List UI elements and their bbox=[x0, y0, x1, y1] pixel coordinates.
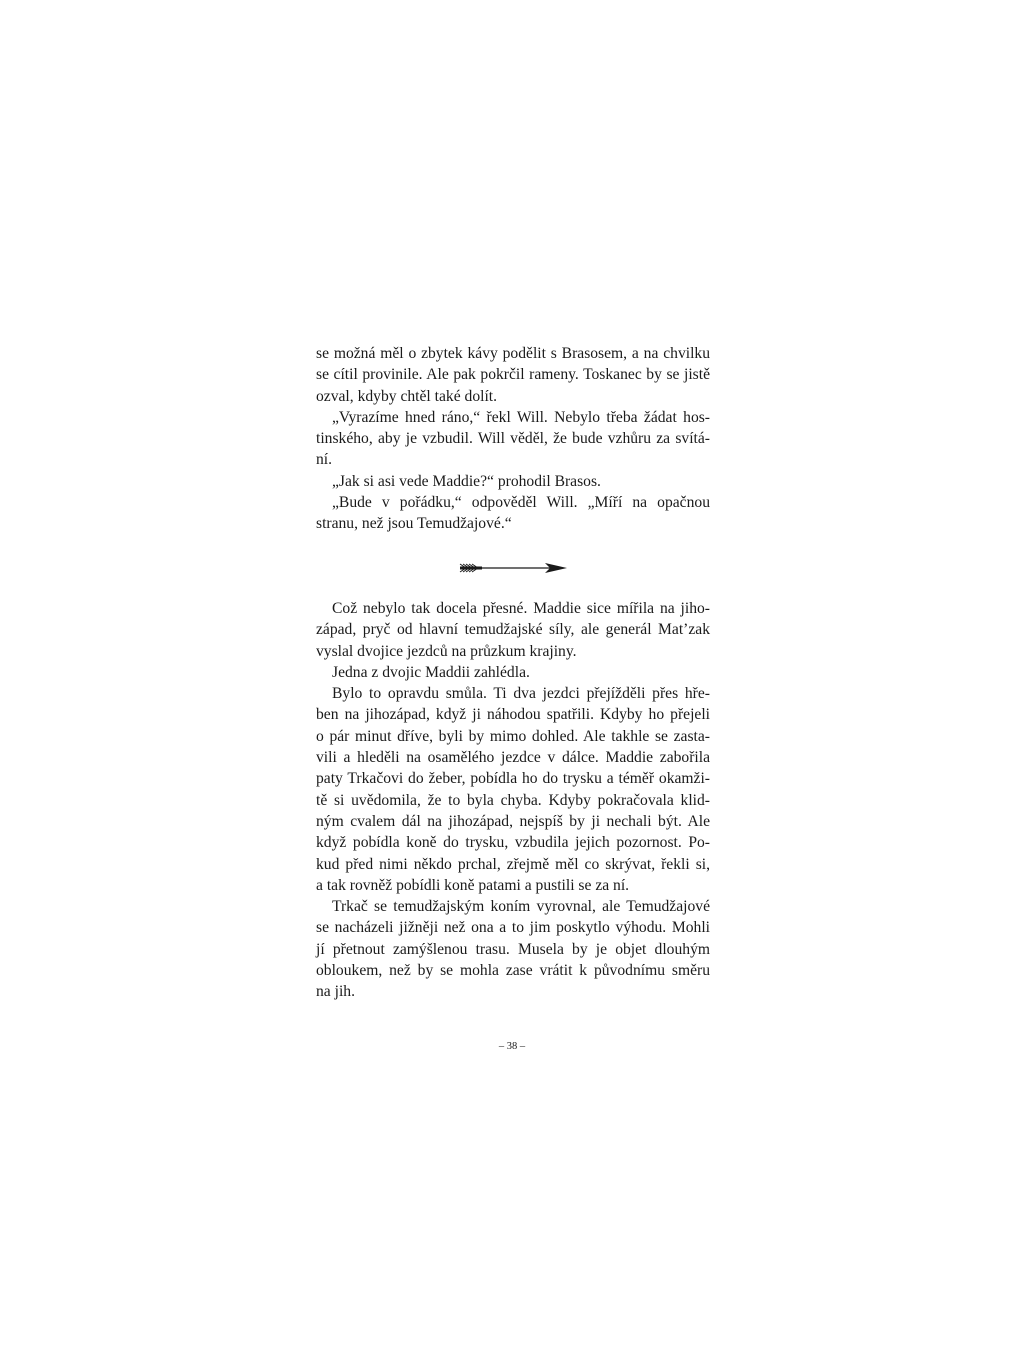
text-line: se cítil provinile. Ale pak pokrčil rameny. Toskanec by se jistě bbox=[316, 366, 710, 384]
text-line: paty Trkačovi do žeber, pobídla ho do trysku a téměř okamži- bbox=[316, 770, 710, 788]
text-line: obloukem, než by se mohla zase vrátit k původnímu směru bbox=[316, 962, 710, 980]
text-line: „Jak si asi vede Maddie?“ prohodil Brasos. bbox=[332, 472, 601, 490]
text-line: vili a hleděli na osamělého jezdce v dálce. Maddie zabořila bbox=[316, 749, 710, 767]
text-line: tinského, aby je vzbudil. Will věděl, že bude vzhůru za svítá- bbox=[316, 430, 710, 448]
text-line: stranu, než jsou Temudžajové.“ bbox=[316, 515, 512, 533]
text-line: tě si uvědomila, že to byla chyba. Kdyby pokračovala klid- bbox=[316, 791, 710, 809]
text-line: a tak rovněž pobídli koně patami a pustili se za ní. bbox=[316, 876, 630, 894]
text-line: na jih. bbox=[316, 983, 355, 1001]
text-line: když pobídla koně do trysku, vzbudila jejich pozornost. Po- bbox=[316, 834, 710, 852]
text-line: se nacházeli jižněji než ona a to jim poskytlo výhodu. Mohli bbox=[316, 919, 710, 937]
text-line: se možná měl o zbytek kávy podělit s Brasosem, a na chvilku bbox=[316, 345, 710, 362]
text-line: západ, pryč od hlavní temudžajské síly, ale generál Mat’zak bbox=[316, 621, 710, 639]
text-section-bottom bbox=[316, 598, 710, 1003]
paragraph bbox=[316, 896, 710, 1002]
text-line: o pár minut dříve, byli by mimo dohled. Ale takhle se zasta- bbox=[316, 727, 710, 745]
text-line: ben na jihozápad, když ji náhodou spatřili. Kdyby ho přejeli bbox=[316, 706, 710, 724]
text-line: ozval, kdyby chtěl také dolít. bbox=[316, 387, 498, 405]
text-section-top bbox=[316, 343, 710, 535]
text-line: Trkač se temudžajským koním vyrovnal, ale Temudžajové bbox=[332, 898, 710, 916]
text-line: „Bude v pořádku,“ odpověděl Will. „Míří na opačnou bbox=[332, 494, 710, 512]
text-line: Bylo to opravdu smůla. Ti dva jezdci přejížděli přes hře- bbox=[332, 685, 710, 703]
paragraph bbox=[316, 662, 710, 683]
text-line: Což nebylo tak docela přesné. Maddie sice mířila na jiho- bbox=[332, 600, 710, 617]
paragraph bbox=[316, 492, 710, 535]
text-line: vyslal dvojice jezdců na průzkum krajiny. bbox=[316, 642, 577, 660]
paragraph bbox=[316, 683, 710, 896]
arrow-divider-icon bbox=[457, 558, 569, 578]
text-line: kud před nimi někdo prchal, zřejmě měl co skrývat, řekli si, bbox=[316, 855, 710, 873]
text-line: „Vyrazíme hned ráno,“ řekl Will. Nebylo třeba žádat hos- bbox=[332, 408, 710, 426]
text-line: ní. bbox=[316, 451, 333, 469]
text-line: ným cvalem dál na jihozápad, nejspíš by ji nechali být. Ale bbox=[316, 812, 710, 830]
text-line: Jedna z dvojic Maddii zahlédla. bbox=[332, 663, 530, 681]
paragraph bbox=[316, 343, 710, 407]
paragraph bbox=[316, 598, 710, 662]
page-number: – 38 – bbox=[498, 1041, 526, 1052]
paragraph bbox=[316, 471, 710, 492]
text-line: jí přetnout zamýšlenou trasu. Musela by je objet dlouhým bbox=[316, 940, 710, 958]
paragraph bbox=[316, 407, 710, 471]
